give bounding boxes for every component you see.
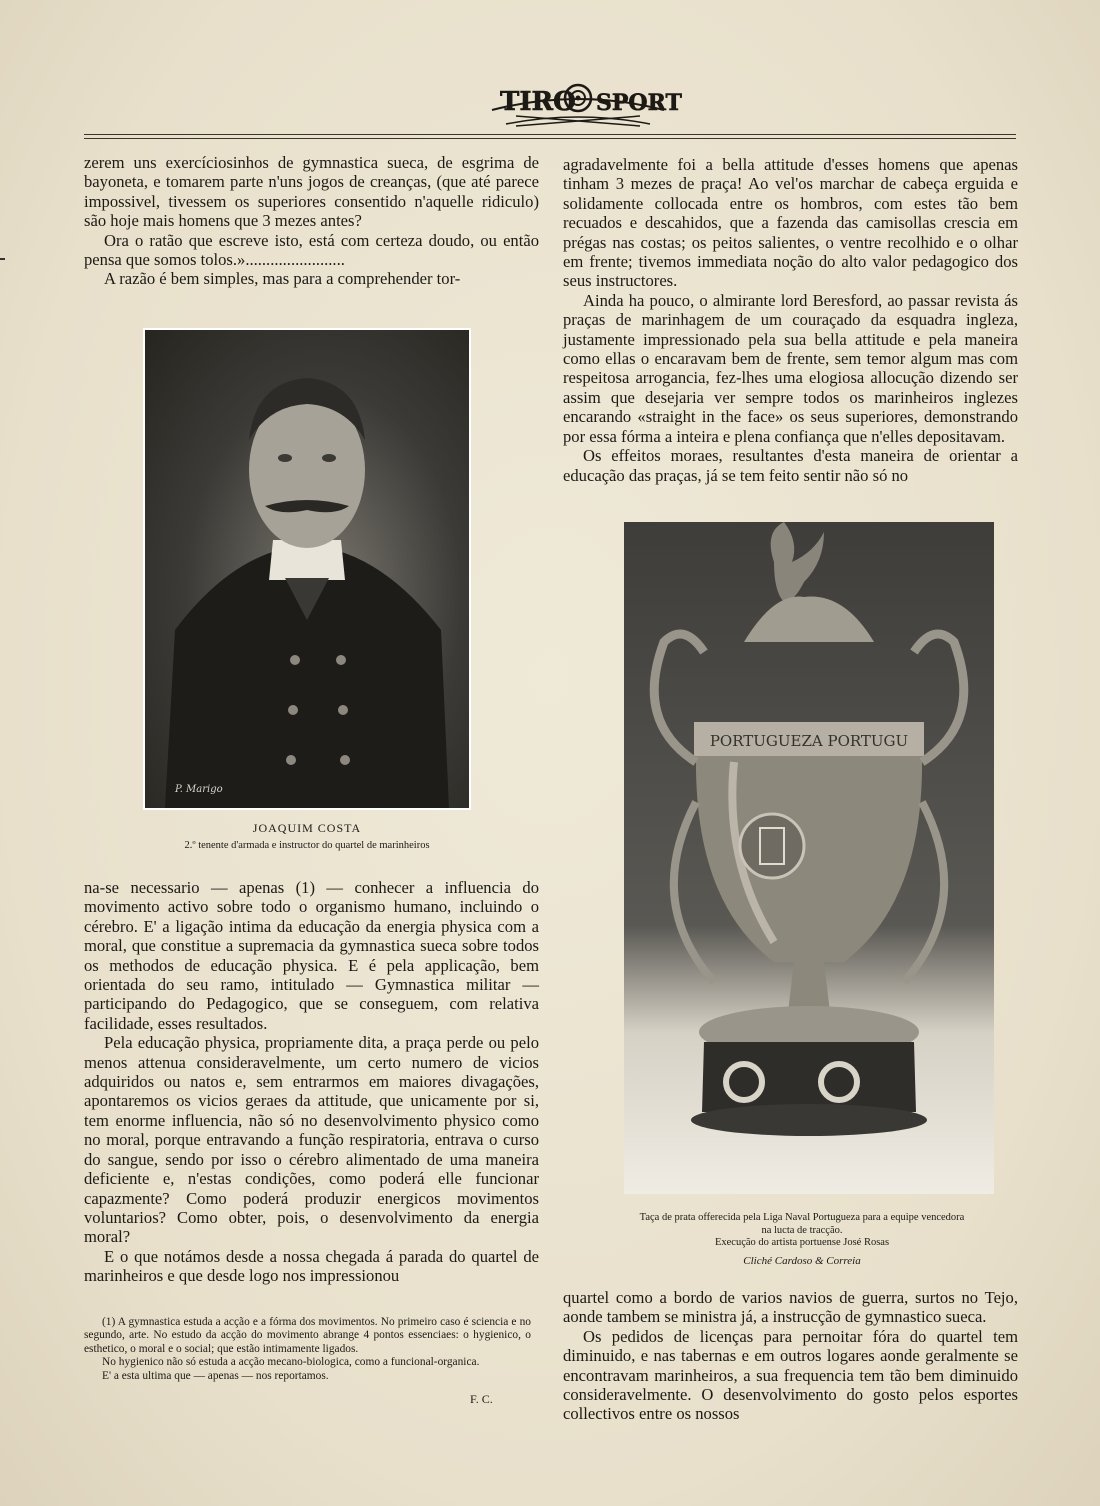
trophy-caption-line: na lucta de tracção. — [761, 1224, 843, 1236]
column-2-top-text — [563, 155, 1018, 485]
column-1-bottom-text — [84, 878, 539, 1286]
trophy-caption-credit: Cliché Cardoso & Correia — [743, 1254, 861, 1267]
paragraph: Pela educação physica, propriamente dita, a praça perde ou pelo menos attenua consideravelmente, um certo numero de vicios adquiridos ou natos e, sem entrarmos em maiores divagações, apontaremos os vicios geraes da attitude, que unicamente por si, tem enorme influencia, não só no desenvolvimento physico como no moral, porque entravando a função respiratoria, entrava o curso do sangue, sendo por isso o cérebro alimentado de uma maneira deficiente e, n'estas condições, como poderá elle funcionar capazmente? Como poderá produzir energicos movimentos voluntarios? Como obter, pois, o desenvolvimento da energia moral? — [84, 1033, 539, 1247]
portrait-illustration — [145, 330, 469, 808]
paragraph: Ora o ratão que escreve isto, está com certeza doudo, ou então pensa que somos tolos.»........................ — [84, 230, 539, 270]
photographer-signature: P. Marigo — [175, 784, 223, 795]
footnote — [84, 1316, 531, 1383]
paragraph: quartel como a bordo de varios navios de guerra, surtos no Tejo, aonde tambem se ministra já, a instrucção de gymnastico sueca. — [563, 1288, 1018, 1327]
page-edge-mark — [0, 258, 5, 260]
portrait-caption — [143, 822, 471, 852]
trophy-photo — [624, 522, 994, 1194]
paragraph: Os pedidos de licenças para pernoitar fóra do quartel tem diminuido, e nas tabernas e em outros logares aonde geralmente se encontravam marinheiros, a sua frequencia tem tão bem diminuido consideravelmente. O desenvolvimento do gosto pelos esportes collectivos entre os nossos — [563, 1326, 1018, 1424]
paragraph: E o que notámos desde a nossa chegada á parada do quartel de marinheiros e que desde logo nos impressionou — [84, 1246, 539, 1286]
footnote-line: E' a esta ultima que — apenas — nos reportamos. — [102, 1369, 329, 1382]
paragraph: agradavelmente foi a bella attitude d'esses homens que apenas tinham 3 mezes de praça! Ao vel'os marchar de cabeça erguida e solidamente collocada entre os hombros, com estes tão bem recuados e descahidos, que a fazenda das camisollas crescia em prégas nas costas; os peitos salientes, o ventre recolhido e o olhar em frente; tivemos immediata noção do alto valor pedagogico dos seus instructores. — [563, 155, 1018, 291]
footnote-line: No hygienico não só estuda a acção mecano-biologica, como a funcional-organica. — [102, 1356, 480, 1369]
paragraph: A razão é bem simples, mas para a comprehender tor- — [104, 269, 461, 289]
portrait-photo — [143, 328, 471, 810]
trophy-illustration — [624, 522, 994, 1194]
masthead-logo — [486, 70, 682, 132]
svg-text:SPORT: SPORT — [596, 90, 682, 116]
paragraph: Os effeitos moraes, resultantes d'esta maneira de orientar a educação das praças, já se tem feito sentir não só no — [563, 446, 1018, 485]
footnote-line: (1) A gymnastica estuda a acção e a fórma dos movimentos. No primeiro caso é sciencia e no segundo, arte. No estudo da acção do movimento abrange 4 pontos essenciaes: o hygienico, o esthetico, o moral e o social; que estão intimamente ligados. — [84, 1316, 531, 1355]
portrait-caption-name: JOAQUIM COSTA — [252, 821, 362, 835]
column-1-top-text — [84, 153, 539, 289]
paragraph: na-se necessario — apenas (1) — conhecer a influencia do movimento activo sobre todo o organismo humano, incluindo o cérebro. E' a ligação intima da educação da energia physica com a moral, que constitue a supremacia da gymnastica sueca sobre todos os methodos de educação physica. E é pela applicação, bem orientada do seu ramo, intitulado — Gymnastica militar — participando do Pedagogico, que se conseguem, com relativa facilidade, esses resultados. — [84, 878, 539, 1033]
trophy-band-text: PORTUGUEZA PORTUGU — [709, 732, 909, 750]
header-rule — [84, 134, 1016, 142]
portrait-caption-role: 2.º tenente d'armada e instructor do quartel de marinheiros — [184, 839, 430, 851]
svg-text:TIRO: TIRO — [500, 87, 576, 117]
paragraph: Ainda ha pouco, o almirante lord Beresford, ao passar revista ás praças de marinhagem de um couraçado da esquadra ingleza, justamente impressionado pela sua bella attitude e pela maneira como ellas o encaravam bem de frente, sem temor algum mas com respeitosa arrogancia, fez-lhes uma elogiosa allocução dizendo ser assim que desejaria ver sempre todos os marinheiros inglezes encarando «straight in the face» os seus superiores, demonstrando por essa fórma a inteira e plena confiança que n'elles depositavam. — [563, 290, 1018, 446]
trophy-caption-line: Taça de prata offerecida pela Liga Naval Portugueza para a equipe vencedora — [639, 1212, 965, 1223]
trophy-caption-line: Execução do artista portuense José Rosas — [714, 1237, 890, 1248]
author-initials: F. C. — [470, 1392, 493, 1406]
column-2-bottom-text — [563, 1288, 1018, 1424]
paragraph: zerem uns exercíciosinhos de gymnastica sueca, de esgrima de bayoneta, e tomarem parte n'uns jogos de creanças, (que até parece impossivel, tivessem os superiores consentido n'aquelle ridiculo) são hoje mais homens que 3 mezes antes? — [84, 153, 539, 231]
trophy-caption — [590, 1212, 1014, 1267]
